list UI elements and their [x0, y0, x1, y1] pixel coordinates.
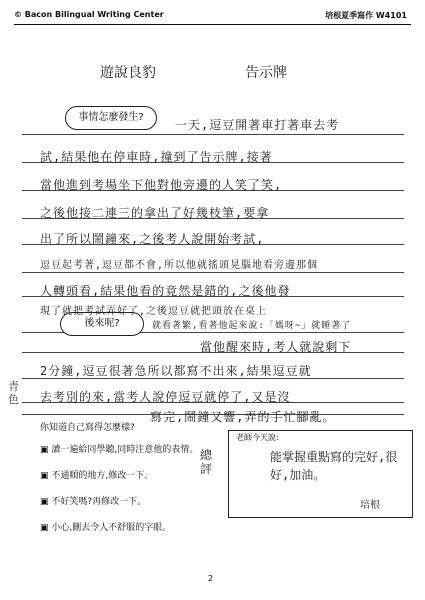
essay-line-6: 逗豆起考著,逗豆都不會,所以他就搖頭晃腦地看旁邊那個: [40, 260, 319, 271]
page-number: 2: [208, 574, 214, 583]
checkbox-icon: ▣: [40, 471, 52, 481]
essay-line-12: 去考別的來,當考人說停逗豆就停了,又是沒: [40, 390, 291, 404]
checklist-item-1: ▣ 讀一遍給同學聽,同時注意他的表情。: [40, 445, 199, 455]
teacher-signature: 培根: [360, 500, 380, 511]
checklist-item-4: ▣ 小心,刪去令人不舒服的字眼。: [40, 523, 172, 533]
essay-line-7: 人轉頭看,結果他看的竟然是錯的,之後他發: [40, 284, 291, 298]
essay-line-13: 寫完,鬧鐘又響,弄的手忙腳亂。: [150, 410, 336, 424]
essay-line-11: 2分鐘,逗豆很著急所以都寫不出來,結果逗豆就: [40, 364, 312, 378]
checkbox-icon: ▣: [40, 497, 52, 507]
ruled-line: [22, 134, 404, 135]
teacher-comment-side: 總評: [200, 448, 213, 476]
margin-note: 青色: [8, 380, 19, 406]
prompt-bubble-2: 後來呢?: [60, 312, 144, 336]
teacher-comment-text: 能掌握重點寫的完好,很好,加油。: [270, 450, 398, 482]
header-right: 培根夏季寫作 W4101: [325, 11, 407, 20]
essay-line-5: 出了所以鬧鐘來,之後考人說開始考試,: [40, 232, 265, 246]
essay-title: 遊說良豹: [100, 65, 156, 81]
ruled-line: [22, 272, 404, 273]
essay-line-9: 就看著繁,看著他起來說:「媽呀~」就睡著了: [152, 321, 352, 331]
essay-subtitle: 告示牌: [245, 65, 287, 81]
header-left: © Bacon Bilingual Writing Center: [14, 10, 164, 19]
essay-line-3: 當他進到考場坐下他對他旁邊的人笑了笑,: [40, 178, 283, 192]
checklist-item-2: ▣ 不通順的地方,修改一下。: [40, 471, 154, 481]
essay-line-2: 試,結果他在停車時,撞到了告示牌,接著: [40, 150, 273, 164]
essay-line-4: 之後他接二連三的拿出了好幾枝筆,要拿: [40, 206, 270, 220]
checkbox-icon: ▣: [40, 523, 52, 533]
essay-line-8: 現了就把考試弄好了,之後逗豆就把頭放在桌上: [40, 306, 268, 317]
essay-line-10: 當他醒來時,考人就說剩下: [200, 340, 352, 354]
checkbox-icon: ▣: [40, 445, 52, 455]
teacher-comment-title: 老師今天說:: [236, 433, 279, 442]
prompt-bubble-1: 事情怎麼發生?: [65, 106, 157, 130]
self-check-question: 你知道自己寫得怎麼樣?: [40, 423, 135, 433]
essay-line-1: 一天,逗豆開著車打著車去考: [175, 118, 340, 132]
header-rule: [14, 24, 411, 25]
checklist-item-3: ▣ 不好笑嗎?再修改一下。: [40, 497, 147, 507]
